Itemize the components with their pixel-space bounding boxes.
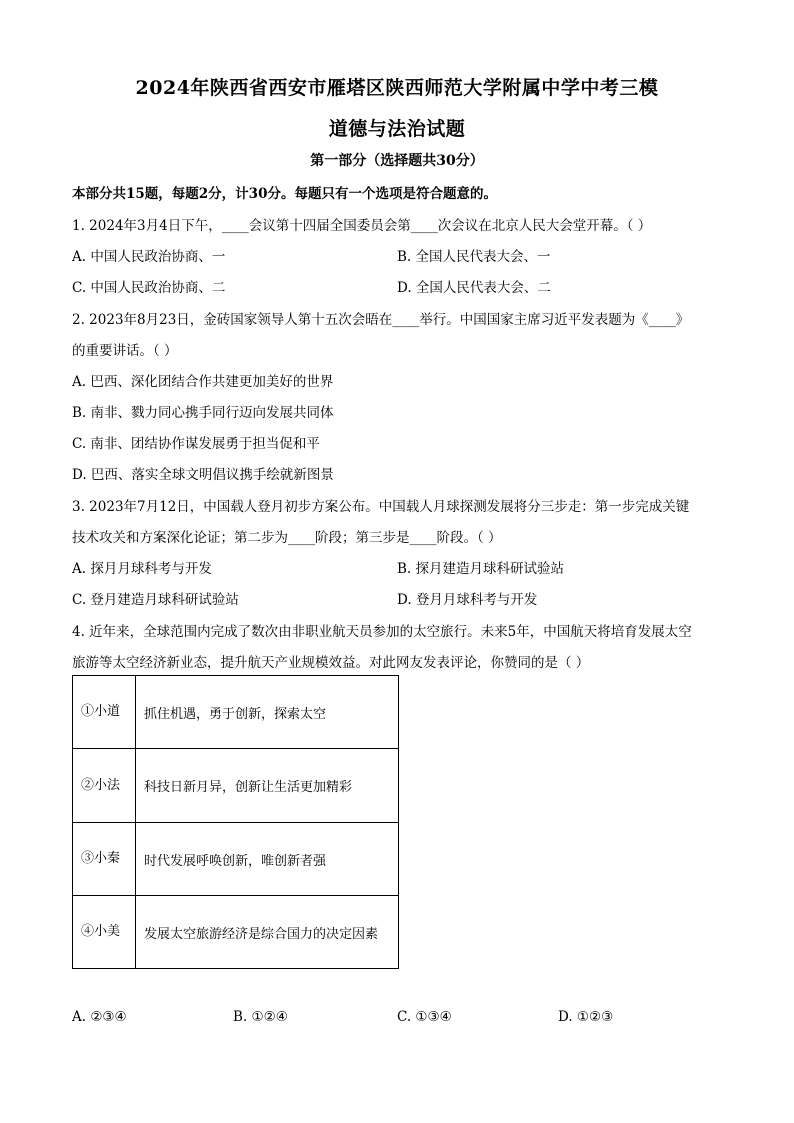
comment-cell: 科技日新月异，创新让生活更加精彩 xyxy=(136,749,399,823)
q3-option-b: B. 探月建造月球科研试验站 xyxy=(397,561,565,577)
q4-option-c: C. ①③④ xyxy=(397,1009,452,1025)
table-row xyxy=(73,749,399,823)
exam-subtitle: 道德与法治试题 xyxy=(328,118,466,140)
comment-cell: 时代发展呼唤创新，唯创新者强 xyxy=(136,823,399,896)
q3-stem-line2: 技术攻关和方案深化论证；第二步为____阶段；第三步是____阶段。（ ） xyxy=(72,530,502,546)
table-row xyxy=(73,896,399,969)
q3-option-c: C. 登月建造月球科研试验站 xyxy=(72,592,239,608)
q1-option-a: A. 中国人民政治协商、一 xyxy=(72,249,226,265)
q1-option-b: B. 全国人民代表大会、一 xyxy=(397,249,551,265)
q2-stem-line1: 2. 2023年8月23日，金砖国家领导人第十五次会晤在____举行。中国国家主席习近平发表题为《____》 xyxy=(72,312,690,328)
table-row xyxy=(73,823,399,896)
q2-option-c: C. 南非、团结协作谋发展勇于担当促和平 xyxy=(72,436,320,452)
q3-option-d: D. 登月月球科考与开发 xyxy=(397,592,538,608)
q2-option-b: B. 南非、戮力同心携手同行迈向发展共同体 xyxy=(72,405,334,421)
q4-comments-table xyxy=(72,675,399,969)
q3-option-a: A. 探月月球科考与开发 xyxy=(72,561,212,577)
exam-title: 2024年陕西省西安市雁塔区陕西师范大学附属中学中考三模 xyxy=(135,77,659,99)
q2-stem-line2: 的重要讲话。（ ） xyxy=(72,343,178,359)
q4-option-b: B. ①②④ xyxy=(233,1009,288,1025)
q3-stem-line1: 3. 2023年7月12日，中国载人登月初步方案公布。中国载人月球探测发展将分三步走：第一步完成关键 xyxy=(72,499,690,515)
section-heading: 第一部分（选择题共30分） xyxy=(310,153,484,169)
q1-option-d: D. 全国人民代表大会、二 xyxy=(397,280,551,296)
table-row xyxy=(73,676,399,749)
q1-stem: 1. 2024年3月4日下午，____会议第十四届全国委员会第____次会议在北京人民大会堂开幕。（ ） xyxy=(72,218,652,234)
section-instruction: 本部分共15题，每题2分，计30分。每题只有一个选项是符合题意的。 xyxy=(72,186,497,202)
commenter-cell: ④小美 xyxy=(73,896,136,969)
q4-stem-line1: 4. 近年来，全球范围内完成了数次由非职业航天员参加的太空旅行。未来5年，中国航天将培育发展太空 xyxy=(72,624,692,640)
q2-option-d: D. 巴西、落实全球文明倡议携手绘就新图景 xyxy=(72,467,334,483)
comment-cell: 抓住机遇，勇于创新，探索太空 xyxy=(136,676,399,749)
commenter-cell: ②小法 xyxy=(73,749,136,823)
q2-option-a: A. 巴西、深化团结合作共建更加美好的世界 xyxy=(72,374,334,390)
q1-option-c: C. 中国人民政治协商、二 xyxy=(72,280,226,296)
q4-option-d: D. ①②③ xyxy=(558,1009,614,1025)
q4-stem-line2: 旅游等太空经济新业态，提升航天产业规模效益。对此网友发表评论，你赞同的是（ ） xyxy=(72,655,590,671)
commenter-cell: ③小秦 xyxy=(73,823,136,896)
comment-cell: 发展太空旅游经济是综合国力的决定因素 xyxy=(136,896,399,969)
q4-option-a: A. ②③④ xyxy=(72,1009,127,1025)
commenter-cell: ①小道 xyxy=(73,676,136,749)
